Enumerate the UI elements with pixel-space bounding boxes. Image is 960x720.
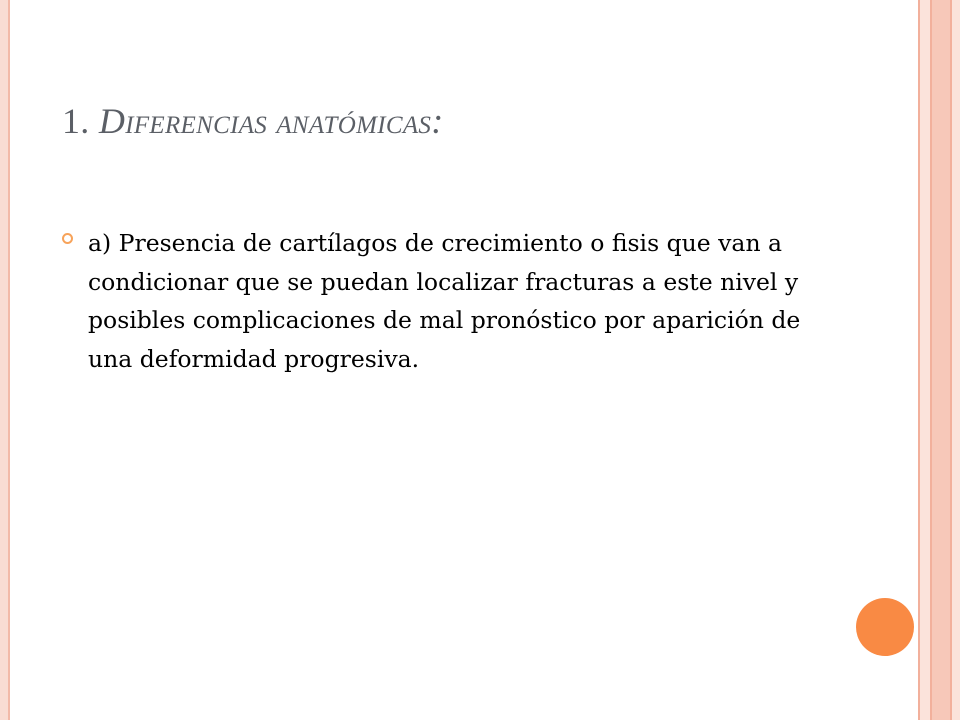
stripe [932,0,950,720]
title-text: Diferencias anatómicas: [98,101,444,141]
stripe [920,0,930,720]
bullet-list [62,224,842,378]
right-stripes-decoration [918,0,960,720]
title-number: 1. [62,101,99,141]
orange-circle-decoration [856,598,914,656]
left-border-line [8,0,10,720]
slide-title [62,100,444,142]
bullet-item: a) Presencia de cartílagos de crecimiento o fisis que van a condicionar que se puedan localizar fracturas a este nivel y posibles complicaciones de mal pronóstico por aparición de una deformidad progresiva. [88,229,801,373]
left-border-decoration [0,0,10,720]
bullet-circle-icon [62,233,73,244]
stripe [952,0,960,720]
